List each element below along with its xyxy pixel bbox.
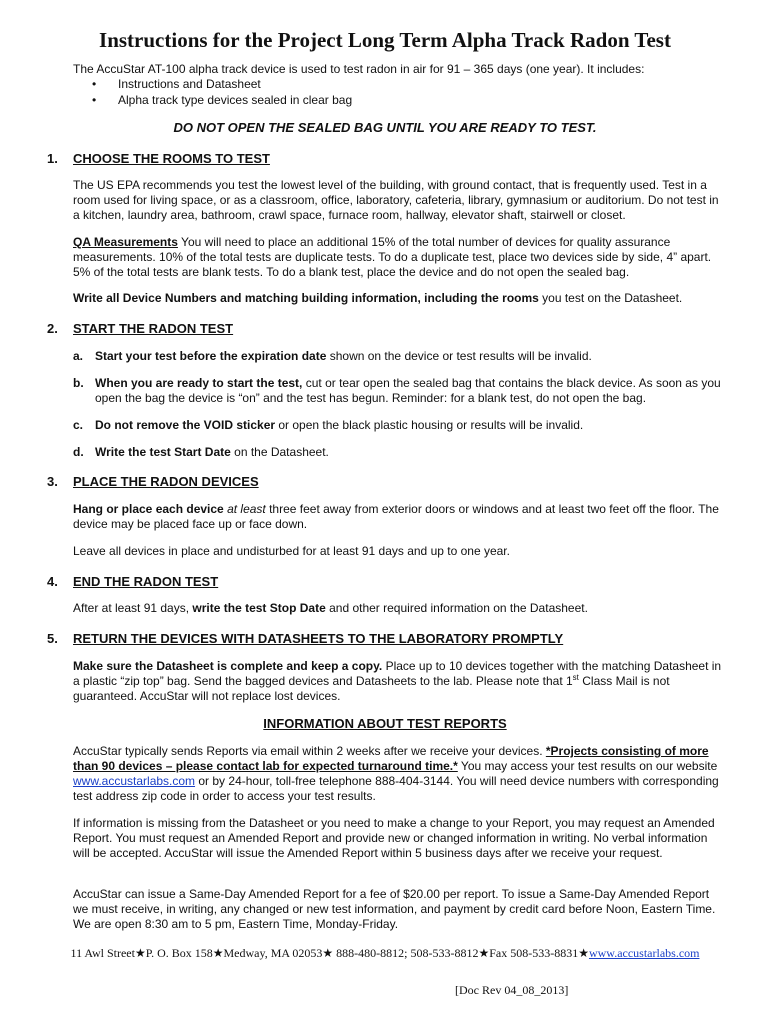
body-text: three feet away from exterior doors or windows and at least two feet off the floor. The device may be placed face up or face down. xyxy=(73,502,719,531)
step-bold-text: Do not remove the VOID sticker xyxy=(95,418,276,432)
bold-text: Hang or place each device xyxy=(73,502,224,516)
section-3-paragraph-2: Leave all devices in place and undisturbed for at least 91 days and up to one year. xyxy=(73,544,510,558)
qa-measurements-paragraph xyxy=(73,235,723,280)
intro-bullet-list xyxy=(92,77,352,108)
body-text: Place up to 10 devices together with the matching Datasheet in a plastic “zip top” bag. Send the bagged devices and Datasheets to the lab. Please note that 1 xyxy=(73,659,722,688)
body-text: AccuStar typically sends Reports via email within 2 weeks after we receive your devices. xyxy=(73,744,546,758)
write-device-numbers-paragraph xyxy=(73,291,723,306)
step-letter: b. xyxy=(73,376,84,390)
section-title: RETURN THE DEVICES WITH DATASHEETS TO THE LABORATORY PROMPTLY xyxy=(73,631,564,646)
website-link[interactable]: www.accustarlabs.com xyxy=(73,774,196,788)
qa-label: QA Measurements xyxy=(73,235,178,249)
italic-text: at least xyxy=(223,502,266,516)
body-text: or by 24-hour, toll-free telephone 888-404-3144. You will need device numbers with corresponding test address zip code in order to access your test results. xyxy=(73,774,719,803)
step-c xyxy=(73,418,723,433)
section-3-heading xyxy=(47,474,259,489)
section-3-paragraph xyxy=(73,502,723,532)
doc-revision: [Doc Rev 04_08_2013] xyxy=(455,983,569,997)
step-b xyxy=(73,376,723,406)
body-text: Class Mail is not guaranteed. AccuStar will not replace lost devices. xyxy=(73,674,670,703)
step-text: on the Datasheet. xyxy=(230,445,329,459)
step-letter: d. xyxy=(73,445,84,459)
section-5-paragraph xyxy=(73,659,723,704)
section-title: PLACE THE RADON DEVICES xyxy=(73,474,259,489)
body-text: and other required information on the Datasheet. xyxy=(325,601,588,615)
step-bold-text: Start your test before the expiration date xyxy=(95,349,327,363)
section-number: 2. xyxy=(47,321,58,336)
page-title: Instructions for the Project Long Term Alpha Track Radon Test xyxy=(99,28,671,52)
section-number: 5. xyxy=(47,631,58,646)
section-title: CHOOSE THE ROOMS TO TEST xyxy=(73,151,270,166)
list-item: • Alpha track type devices sealed in clear bag xyxy=(92,93,352,109)
footer-website-link[interactable]: www.accustarlabs.com xyxy=(588,946,700,960)
section-4-heading xyxy=(47,574,218,589)
write-rest-text: you test on the Datasheet. xyxy=(538,291,683,305)
step-d xyxy=(73,445,723,460)
step-bold-text: When you are ready to start the test, xyxy=(95,376,303,390)
section-4-paragraph xyxy=(73,601,723,616)
section-title: END THE RADON TEST xyxy=(73,574,219,589)
step-letter: c. xyxy=(73,418,84,432)
footer-address xyxy=(0,946,770,961)
section-number: 1. xyxy=(47,151,58,166)
intro-text: The AccuStar AT-100 alpha track device is used to test radon in air for 91 – 365 days (one year). It includes: xyxy=(73,62,645,76)
section-2-heading xyxy=(47,321,233,336)
bold-text: *Projects consisting of more than 90 devices – please contact lab for expected turnaround time.* xyxy=(73,744,709,773)
step-letter: a. xyxy=(73,349,84,363)
step-text: shown on the device or test results will be invalid. xyxy=(326,349,592,363)
bold-text: write the test Stop Date xyxy=(192,601,326,615)
section-1-heading xyxy=(47,151,270,166)
reports-heading: INFORMATION ABOUT TEST REPORTS xyxy=(263,716,507,731)
list-item: • Instructions and Datasheet xyxy=(92,77,352,93)
step-text: or open the black plastic housing or results will be invalid. xyxy=(275,418,584,432)
footer-text: 11 Awl Street★P. O. Box 158★Medway, MA 02053★ 888-480-8812; 508-533-8812★Fax 508-533-8831★ xyxy=(70,946,589,960)
bold-text: Make sure the Datasheet is complete and keep a copy. xyxy=(73,659,383,673)
reports-paragraph-1 xyxy=(73,744,723,804)
step-text: cut or tear open the sealed bag that contains the black device. As soon as you open the bag the device is “on” and the test has begun. Reminder: for a blank test, do not open the bag. xyxy=(95,376,721,405)
warning-text: DO NOT OPEN THE SEALED BAG UNTIL YOU ARE READY TO TEST. xyxy=(173,120,597,135)
write-bold-text: Write all Device Numbers and matching building information, including the rooms xyxy=(73,291,539,305)
section-number: 3. xyxy=(47,474,58,489)
section-number: 4. xyxy=(47,574,58,589)
body-text: You may access your test results on our website xyxy=(457,759,718,773)
qa-text: You will need to place an additional 15% of the total number of devices for quality assurance measurements. 10% of the total tests are duplicate tests. To do a duplicate test, place two devices side by side, 4” apart. 5% of the total tests are blank tests. To do a blank test, place the device and do not open the sealed bag. xyxy=(73,235,712,279)
reports-paragraph-2: If information is missing from the Datasheet or you need to make a change to your Report, you may request an Amended Report. You must request an Amended Report and provide new or changed information in writing. No verbal information will be accepted. AccuStar will issue the Amended Report within 5 business days after we receive your request. xyxy=(73,816,715,860)
section-title: START THE RADON TEST xyxy=(73,321,234,336)
body-text: After at least 91 days, xyxy=(73,601,193,615)
section-5-heading xyxy=(47,631,563,646)
superscript: st xyxy=(572,673,579,682)
step-bold-text: Write the test Start Date xyxy=(95,445,231,459)
step-a xyxy=(73,349,723,364)
section-1-paragraph: The US EPA recommends you test the lowest level of the building, with ground contact, that is frequently used. Test in a room used for living space, or as a classroom, office, laboratory, cafeteria, library, gymnasium or auditorium. Do not test in a kitchen, laundry area, bathroom, crawl space, furnace room, hallway, elevator shaft, stairwell or closet. xyxy=(73,178,719,222)
reports-paragraph-3: AccuStar can issue a Same-Day Amended Report for a fee of $20.00 per report. To issue a Same-Day Amended Report we must receive, in writing, any changed or new test information, and payment by credit card before Noon, Eastern Time. We are open 8:30 am to 5 pm, Eastern Time, Monday-Friday. xyxy=(73,887,716,931)
